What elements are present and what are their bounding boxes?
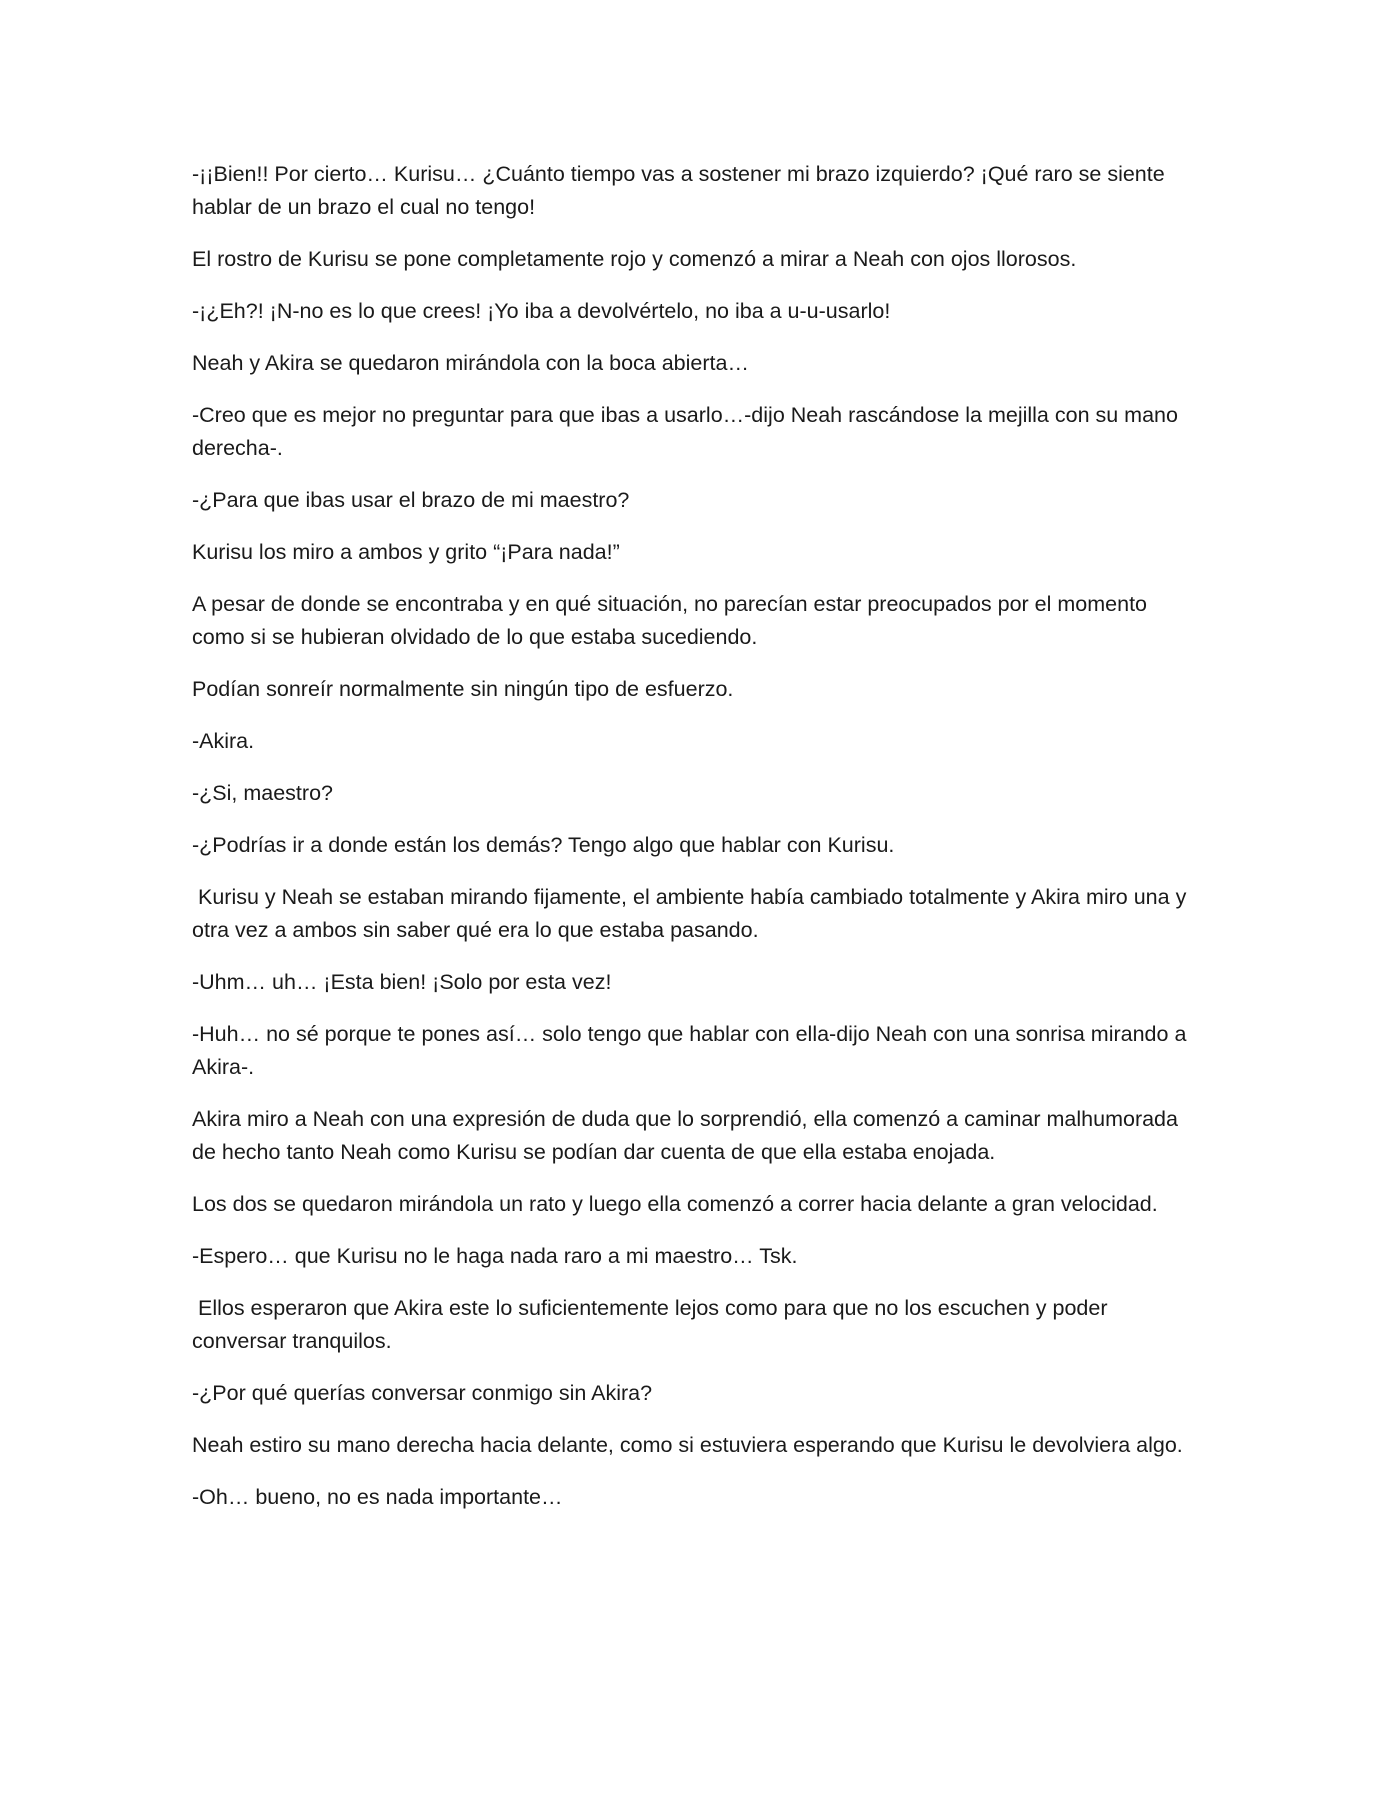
paragraph: El rostro de Kurisu se pone completamente rojo y comenzó a mirar a Neah con ojos llorosos. [192, 247, 1077, 271]
paragraph: -Huh… no sé porque te pones así… solo tengo que hablar con ella-dijo Neah con una sonrisa mirando a Akira-. [192, 1022, 1192, 1079]
paragraph: -¿Por qué querías conversar conmigo sin Akira? [192, 1381, 653, 1405]
paragraph: -¡¡Bien!! Por cierto… Kurisu… ¿Cuánto tiempo vas a sostener mi brazo izquierdo? ¡Qué raro se siente hablar de un brazo el cual no tengo! [192, 162, 1171, 219]
paragraph: -¿Para que ibas usar el brazo de mi maestro? [192, 488, 630, 512]
paragraph: Ellos esperaron que Akira este lo suficientemente lejos como para que no los escuchen y poder conversar tranquilos. [192, 1296, 1114, 1353]
paragraph: -Creo que es mejor no preguntar para que ibas a usarlo…-dijo Neah rascándose la mejilla con su mano derecha-. [192, 403, 1184, 460]
paragraph: -Oh… bueno, no es nada importante… [192, 1485, 563, 1509]
page-body-text [192, 158, 1202, 1533]
paragraph: Podían sonreír normalmente sin ningún tipo de esfuerzo. [192, 677, 734, 701]
paragraph: -Akira. [192, 729, 255, 753]
paragraph: Los dos se quedaron mirándola un rato y luego ella comenzó a correr hacia delante a gran velocidad. [192, 1192, 1158, 1216]
paragraph: Akira miro a Neah con una expresión de duda que lo sorprendió, ella comenzó a caminar malhumorada de hecho tanto Neah como Kurisu se podían dar cuenta de que ella estaba enojada. [192, 1107, 1184, 1164]
paragraph: Kurisu y Neah se estaban mirando fijamente, el ambiente había cambiado totalmente y Akira miro una y otra vez a ambos sin saber qué era lo que estaba pasando. [192, 885, 1193, 942]
paragraph: Neah estiro su mano derecha hacia delante, como si estuviera esperando que Kurisu le devolviera algo. [192, 1433, 1183, 1457]
paragraph: Neah y Akira se quedaron mirándola con la boca abierta… [192, 351, 749, 375]
paragraph: -Uhm… uh… ¡Esta bien! ¡Solo por esta vez! [192, 970, 612, 994]
paragraph: Kurisu los miro a ambos y grito “¡Para nada!” [192, 540, 620, 564]
paragraph: -¡¿Eh?! ¡N-no es lo que crees! ¡Yo iba a devolvértelo, no iba a u-u-usarlo! [192, 299, 891, 323]
paragraph: A pesar de donde se encontraba y en qué situación, no parecían estar preocupados por el momento como si se hubieran olvidado de lo que estaba sucediendo. [192, 592, 1153, 649]
paragraph: -¿Podrías ir a donde están los demás? Tengo algo que hablar con Kurisu. [192, 833, 895, 857]
paragraph: -¿Si, maestro? [192, 781, 333, 805]
paragraph: -Espero… que Kurisu no le haga nada raro a mi maestro… Tsk. [192, 1244, 798, 1268]
